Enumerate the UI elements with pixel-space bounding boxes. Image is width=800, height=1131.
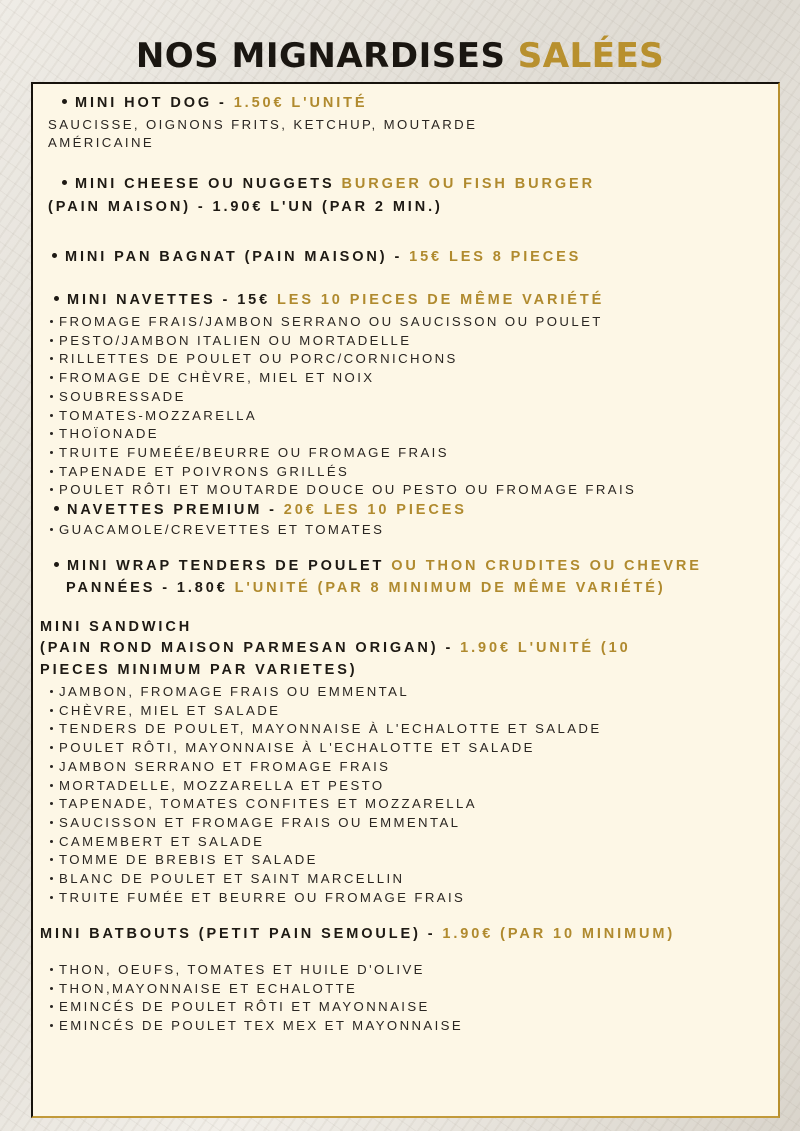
batbouts-heading: MINI BATBOUTS (PETIT PAIN SEMOULE) - 1.90€ (PAR 10 MINIMUM) [40, 926, 676, 942]
batbouts-price: 1.90€ (PAR 10 MINIMUM) [442, 926, 676, 942]
bullet-icon [62, 99, 67, 104]
sandwich-subheading: PIECES MINIMUM PAR VARIETES) [40, 662, 358, 678]
bullet-icon [50, 968, 53, 971]
pan-bagnat-price: 15€ LES 8 PIECES [409, 249, 582, 265]
list-item-label: MORTADELLE, MOZZARELLA ET PESTO [59, 777, 385, 793]
list-item [50, 796, 477, 811]
navettes-premium-heading: NAVETTES PREMIUM - 20€ LES 10 PIECES [54, 502, 467, 518]
wrap-heading: MINI WRAP TENDERS DE POULET OU THON CRUDITES OU CHEVRE [54, 558, 702, 574]
bullet-icon [50, 690, 53, 693]
list-item-label: JAMBON, FROMAGE FRAIS OU EMMENTAL [59, 684, 410, 699]
list-item-label: EMINCÉS DE POULET TEX MEX ET MAYONNAISE [59, 1018, 464, 1034]
list-item-label: THON,MAYONNAISE ET ECHALOTTE [59, 980, 358, 996]
sandwich-subheading: (PAIN ROND MAISON PARMESAN ORIGAN) - 1.90€ L'UNITÉ (10 [40, 640, 631, 656]
bullet-icon [50, 709, 53, 712]
burger-heading: MINI CHEESE OU NUGGETS BURGER OU FISH BURGER [62, 176, 595, 192]
list-item [50, 740, 535, 755]
list-item [50, 351, 458, 366]
list-item [50, 981, 357, 996]
bullet-icon [50, 528, 53, 531]
bullet-icon [62, 180, 67, 185]
list-item [50, 871, 404, 886]
bullet-icon [50, 488, 53, 491]
bullet-icon [50, 784, 53, 787]
list-item-label: CAMEMBERT ET SALADE [59, 833, 265, 849]
bullet-icon [54, 506, 59, 511]
bullet-icon [50, 727, 53, 730]
list-item [50, 408, 257, 423]
bullet-icon [50, 320, 53, 323]
list-item [50, 445, 449, 460]
list-item [50, 464, 349, 479]
bullet-icon [50, 765, 53, 768]
pan-bagnat-heading: MINI PAN BAGNAT (PAIN MAISON) - 15€ LES 8 PIECES [52, 249, 581, 265]
hot-dog-desc: SAUCISSE, OIGNONS FRITS, KETCHUP, MOUTARDE [48, 117, 478, 132]
bullet-icon [50, 395, 53, 398]
bullet-icon [50, 357, 53, 360]
list-item-label: FROMAGE DE CHÈVRE, MIEL ET NOIX [59, 370, 375, 386]
bullet-icon [50, 451, 53, 454]
list-item-label: SOUBRESSADE [59, 388, 186, 404]
wrap-price-line: PANNÉES - 1.80€ L'UNITÉ (PAR 8 MINIMUM DE MÊME VARIÉTÉ) [66, 580, 666, 596]
navettes-premium-price: 20€ LES 10 PIECES [283, 502, 467, 518]
bullet-icon [50, 858, 53, 861]
list-item-label: PESTO/JAMBON ITALIEN OU MORTADELLE [59, 332, 412, 348]
list-item-label: BLANC DE POULET ET SAINT MARCELLIN [59, 871, 405, 886]
list-item [50, 370, 374, 385]
list-item [50, 759, 390, 774]
list-item-label: SAUCISSON ET FROMAGE FRAIS OU EMMENTAL [59, 814, 461, 830]
bullet-icon [50, 746, 53, 749]
bullet-icon [50, 987, 53, 990]
list-item-label: TOMATES-MOZZARELLA [59, 407, 258, 423]
list-item [50, 999, 430, 1014]
hot-dog-price: 1.50€ L'UNITÉ [233, 95, 368, 111]
hot-dog-desc: AMÉRICAINE [48, 135, 155, 150]
list-item-label: EMINCÉS DE POULET RÔTI ET MAYONNAISE [59, 999, 430, 1015]
bullet-icon [50, 414, 53, 417]
list-item-label: TENDERS DE POULET, MAYONNAISE À L'ECHALOTTE ET SALADE [59, 721, 602, 737]
bullet-icon [50, 1005, 53, 1008]
bullet-icon [50, 877, 53, 880]
list-item-label: GUACAMOLE/CREVETTES ET TOMATES [59, 522, 385, 537]
list-item [50, 890, 465, 905]
bullet-icon [50, 470, 53, 473]
bullet-icon [50, 840, 53, 843]
bullet-icon [50, 896, 53, 899]
list-item [50, 703, 280, 718]
hot-dog-heading: MINI HOT DOG - 1.50€ L'UNITÉ [62, 95, 368, 111]
list-item-label: TRUITE FUMEÉE/BEURRE OU FROMAGE FRAIS [59, 444, 449, 460]
list-item-label: RILLETTES DE POULET OU PORC/CORNICHONS [59, 351, 458, 367]
list-item [50, 852, 318, 867]
navettes-heading: MINI NAVETTES - 15€ LES 10 PIECES DE MÊME VARIÉTÉ [54, 292, 604, 308]
bullet-icon [50, 1024, 53, 1027]
list-item [50, 333, 412, 348]
title-accent: SALÉES [517, 36, 665, 76]
list-item [50, 684, 409, 699]
bullet-icon [52, 253, 57, 258]
list-item [50, 522, 384, 537]
sandwich-heading: MINI SANDWICH [40, 619, 193, 635]
list-item-label: POULET RÔTI, MAYONNAISE À L'ECHALOTTE ET SALADE [59, 740, 535, 756]
list-item-label: TOMME DE BREBIS ET SALADE [59, 852, 318, 868]
navettes-price: LES 10 PIECES DE MÊME VARIÉTÉ [277, 292, 605, 308]
bullet-icon [50, 432, 53, 435]
bullet-icon [54, 296, 59, 301]
list-item [50, 1018, 463, 1033]
bullet-icon [54, 562, 59, 567]
bullet-icon [50, 376, 53, 379]
list-item [50, 962, 425, 977]
title-main: NOS MIGNARDISES [135, 36, 518, 76]
list-item [50, 778, 385, 793]
page-title [0, 36, 800, 76]
list-item-label: THOÏONADE [59, 426, 159, 442]
list-item-label: TRUITE FUMÉE ET BEURRE OU FROMAGE FRAIS [59, 889, 466, 905]
bullet-icon [50, 802, 53, 805]
burger-price-line: (PAIN MAISON) - 1.90€ L'UN (PAR 2 MIN.) [48, 199, 443, 215]
list-item [50, 834, 264, 849]
list-item [50, 426, 159, 441]
list-item [50, 815, 460, 830]
list-item [50, 482, 636, 497]
list-item [50, 721, 602, 736]
list-item-label: JAMBON SERRANO ET FROMAGE FRAIS [59, 758, 391, 774]
list-item [50, 314, 603, 329]
list-item-label: FROMAGE FRAIS/JAMBON SERRANO OU SAUCISSON OU POULET [59, 314, 603, 329]
list-item-label: THON, OEUFS, TOMATES ET HUILE D'OLIVE [59, 962, 425, 977]
list-item-label: TAPENADE, TOMATES CONFITES ET MOZZARELLA [59, 796, 477, 812]
list-item-label: POULET RÔTI ET MOUTARDE DOUCE OU PESTO OU FROMAGE FRAIS [59, 482, 637, 498]
list-item-label: CHÈVRE, MIEL ET SALADE [59, 702, 281, 718]
bullet-icon [50, 821, 53, 824]
bullet-icon [50, 339, 53, 342]
list-item [50, 389, 186, 404]
list-item-label: TAPENADE ET POIVRONS GRILLÉS [59, 463, 350, 479]
